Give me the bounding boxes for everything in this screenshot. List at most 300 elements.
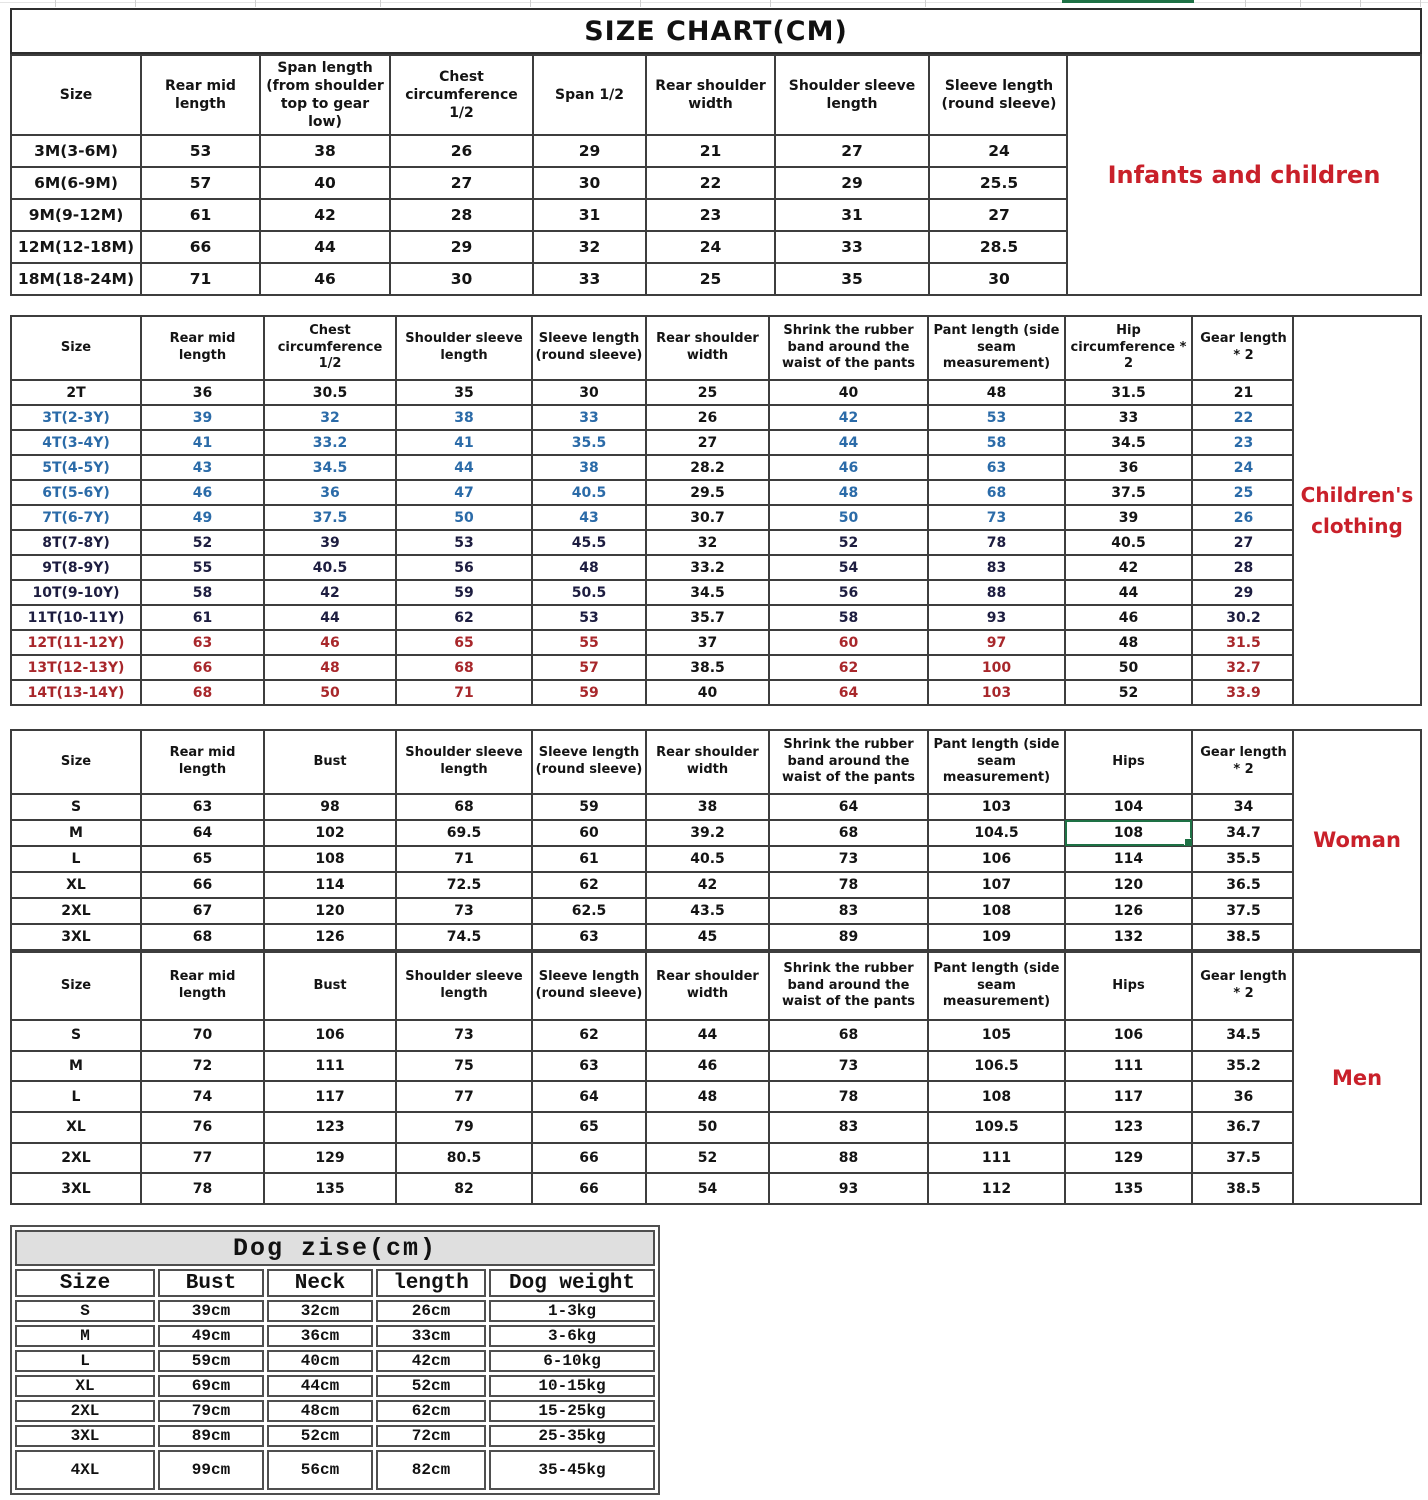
value-cell: 44 [769, 430, 928, 455]
column-header: Size [11, 730, 141, 794]
spreadsheet-gridline [55, 0, 56, 7]
column-header: length [376, 1269, 486, 1297]
value-cell: 24 [1192, 455, 1295, 480]
value-cell: 108 [928, 898, 1065, 924]
value-cell: 29 [533, 135, 646, 167]
column-header: Shrink the rubber band around the waist of the pants [769, 316, 928, 380]
infants-section-label: Infants and children [1066, 54, 1422, 296]
value-cell: 68 [141, 680, 264, 705]
value-cell: 33.2 [264, 430, 396, 455]
value-cell: 50 [264, 680, 396, 705]
value-cell: 71 [396, 680, 532, 705]
table-row [15, 1350, 655, 1372]
value-cell: 65 [532, 1112, 646, 1143]
value-cell: 80.5 [396, 1143, 532, 1174]
value-cell: 65 [396, 630, 532, 655]
value-cell: 53 [396, 530, 532, 555]
value-cell: 68 [396, 794, 532, 820]
value-cell: 48 [1065, 630, 1192, 655]
value-cell: 50.5 [532, 580, 646, 605]
spreadsheet-gridline [925, 0, 926, 7]
children-section-label: Children's clothing [1292, 315, 1422, 706]
value-cell: 68 [396, 655, 532, 680]
woman-header-row [11, 730, 1295, 794]
value-cell: 37.5 [1065, 480, 1192, 505]
column-header: Shoulder sleeve length [775, 55, 929, 135]
value-cell: 36 [1065, 455, 1192, 480]
value-cell: 72cm [376, 1425, 486, 1447]
value-cell: 132 [1065, 924, 1192, 950]
size-cell: 18M(18-24M) [11, 263, 141, 295]
men-header-row [11, 952, 1295, 1020]
value-cell: 71 [396, 846, 532, 872]
value-cell: 98 [264, 794, 396, 820]
value-cell: 114 [1065, 846, 1192, 872]
table-row [15, 1325, 655, 1347]
value-cell: 117 [1065, 1081, 1192, 1112]
value-cell: 72.5 [396, 872, 532, 898]
value-cell: 27 [1192, 530, 1295, 555]
value-cell: 52 [646, 1143, 769, 1174]
value-cell: 46 [264, 630, 396, 655]
value-cell: 27 [390, 167, 533, 199]
value-cell: 60 [532, 820, 646, 846]
value-cell: 22 [646, 167, 775, 199]
value-cell: 66 [141, 231, 260, 263]
value-cell: 36 [1192, 1081, 1295, 1112]
size-cell: 6M(6-9M) [11, 167, 141, 199]
value-cell: 109 [928, 924, 1065, 950]
value-cell: 28 [1192, 555, 1295, 580]
value-cell: 97 [928, 630, 1065, 655]
value-cell: 41 [141, 430, 264, 455]
size-cell: 9T(8-9Y) [11, 555, 141, 580]
size-cell: 2XL [11, 898, 141, 924]
value-cell: 61 [141, 605, 264, 630]
value-cell: 63 [141, 630, 264, 655]
value-cell: 32 [264, 405, 396, 430]
value-cell: 34.5 [1065, 430, 1192, 455]
value-cell: 30.7 [646, 505, 769, 530]
value-cell: 63 [532, 1051, 646, 1082]
column-header: Hips [1065, 952, 1192, 1020]
value-cell: 38.5 [1192, 1173, 1295, 1204]
value-cell: 37.5 [1192, 898, 1295, 924]
value-cell: 59 [532, 794, 646, 820]
value-cell: 68 [769, 820, 928, 846]
table-row [11, 380, 1295, 405]
size-cell: 12M(12-18M) [11, 231, 141, 263]
value-cell: 25 [1192, 480, 1295, 505]
value-cell: 24 [646, 231, 775, 263]
table-row [11, 605, 1295, 630]
table-row [11, 1143, 1295, 1174]
column-header: Size [11, 316, 141, 380]
value-cell: 57 [532, 655, 646, 680]
value-cell: 74.5 [396, 924, 532, 950]
column-header: Bust [264, 730, 396, 794]
value-cell: 28.5 [929, 231, 1069, 263]
value-cell: 66 [141, 655, 264, 680]
value-cell: 58 [928, 430, 1065, 455]
value-cell: 69cm [158, 1375, 264, 1397]
dog-title-row [15, 1230, 655, 1266]
value-cell: 42 [646, 872, 769, 898]
value-cell: 50 [646, 1112, 769, 1143]
column-header: Hip circumference * 2 [1065, 316, 1192, 380]
size-cell: S [11, 1020, 141, 1051]
value-cell: 23 [646, 199, 775, 231]
size-cell: 3XL [11, 924, 141, 950]
value-cell: 10-15kg [489, 1375, 655, 1397]
value-cell: 40.5 [1065, 530, 1192, 555]
value-cell: 42 [260, 199, 390, 231]
value-cell: 89 [769, 924, 928, 950]
table-row [11, 1081, 1295, 1112]
size-cell: XL [11, 1112, 141, 1143]
value-cell: 106 [1065, 1020, 1192, 1051]
size-cell: M [11, 820, 141, 846]
value-cell: 44 [396, 455, 532, 480]
value-cell: 53 [532, 605, 646, 630]
value-cell: 78 [928, 530, 1065, 555]
value-cell: 25.5 [929, 167, 1069, 199]
value-cell: 40 [769, 380, 928, 405]
value-cell: 104.5 [928, 820, 1065, 846]
value-cell: 29 [775, 167, 929, 199]
value-cell: 32 [533, 231, 646, 263]
value-cell: 36.7 [1192, 1112, 1295, 1143]
value-cell: 52 [141, 530, 264, 555]
value-cell: 44 [646, 1020, 769, 1051]
size-cell: L [11, 1081, 141, 1112]
size-cell: 11T(10-11Y) [11, 605, 141, 630]
dog-header-row [15, 1269, 655, 1297]
value-cell: 25 [646, 263, 775, 295]
value-cell: 24 [929, 135, 1069, 167]
column-header: Rear mid length [141, 952, 264, 1020]
men-size-table [10, 951, 1296, 1205]
value-cell: 59 [396, 580, 532, 605]
value-cell: 66 [532, 1173, 646, 1204]
value-cell: 42 [264, 580, 396, 605]
spreadsheet-gridline [255, 0, 256, 7]
value-cell: 42 [1065, 555, 1192, 580]
value-cell: 62cm [376, 1400, 486, 1422]
value-cell: 26 [1192, 505, 1295, 530]
size-cell: 2T [11, 380, 141, 405]
value-cell: 56cm [267, 1450, 373, 1490]
value-cell: 27 [646, 430, 769, 455]
value-cell: 33cm [376, 1325, 486, 1347]
value-cell: 21 [646, 135, 775, 167]
value-cell: 35.7 [646, 605, 769, 630]
size-cell: 4XL [15, 1450, 155, 1490]
table-row [11, 924, 1295, 950]
value-cell: 120 [1065, 872, 1192, 898]
value-cell: 49 [141, 505, 264, 530]
value-cell: 57 [141, 167, 260, 199]
value-cell: 40 [260, 167, 390, 199]
value-cell: 50 [1065, 655, 1192, 680]
value-cell: 46 [141, 480, 264, 505]
value-cell: 104 [1065, 794, 1192, 820]
men-section-label: Men [1292, 951, 1422, 1205]
value-cell: 100 [928, 655, 1065, 680]
value-cell: 38 [532, 455, 646, 480]
value-cell: 75 [396, 1051, 532, 1082]
value-cell: 30.5 [264, 380, 396, 405]
value-cell: 37.5 [1192, 1143, 1295, 1174]
value-cell: 63 [928, 455, 1065, 480]
spreadsheet-gridline [1360, 0, 1361, 7]
column-header: Sleeve length (round sleeve) [532, 316, 646, 380]
value-cell: 36.5 [1192, 872, 1295, 898]
value-cell: 58 [769, 605, 928, 630]
value-cell: 35 [775, 263, 929, 295]
value-cell: 79 [396, 1112, 532, 1143]
value-cell: 61 [141, 199, 260, 231]
value-cell: 23 [1192, 430, 1295, 455]
spreadsheet-gridline [1300, 0, 1301, 7]
value-cell: 6-10kg [489, 1350, 655, 1372]
column-header: Neck [267, 1269, 373, 1297]
value-cell: 62.5 [532, 898, 646, 924]
size-cell: XL [11, 872, 141, 898]
value-cell: 35 [396, 380, 532, 405]
table-row [11, 480, 1295, 505]
column-header: Shrink the rubber band around the waist of the pants [769, 952, 928, 1020]
value-cell: 135 [1065, 1173, 1192, 1204]
value-cell: 55 [141, 555, 264, 580]
value-cell: 93 [928, 605, 1065, 630]
value-cell: 27 [929, 199, 1069, 231]
value-cell: 42 [769, 405, 928, 430]
column-header: Size [15, 1269, 155, 1297]
value-cell: 65 [141, 846, 264, 872]
value-cell: 40.5 [646, 846, 769, 872]
size-cell: 6T(5-6Y) [11, 480, 141, 505]
dog-table-title: Dog zise(cm) [15, 1230, 655, 1266]
value-cell: 61 [532, 846, 646, 872]
value-cell: 34.7 [1192, 820, 1295, 846]
value-cell: 83 [769, 1112, 928, 1143]
value-cell: 52cm [376, 1375, 486, 1397]
value-cell: 21 [1192, 380, 1295, 405]
value-cell: 111 [928, 1143, 1065, 1174]
spreadsheet-gridline [1420, 0, 1421, 7]
size-cell: M [15, 1325, 155, 1347]
woman-section-label: Woman [1292, 729, 1422, 951]
table-row [11, 872, 1295, 898]
column-header: Rear shoulder width [646, 55, 775, 135]
value-cell: 68 [928, 480, 1065, 505]
value-cell: 103 [928, 680, 1065, 705]
table-row [15, 1375, 655, 1397]
value-cell: 35-45kg [489, 1450, 655, 1490]
size-cell: 12T(11-12Y) [11, 630, 141, 655]
table-row [11, 794, 1295, 820]
value-cell: 35.5 [1192, 846, 1295, 872]
spreadsheet-gridline [640, 0, 641, 7]
value-cell: 38 [646, 794, 769, 820]
column-header: Rear mid length [141, 730, 264, 794]
table-row [15, 1450, 655, 1490]
value-cell: 83 [769, 898, 928, 924]
value-cell: 48 [646, 1081, 769, 1112]
value-cell: 25-35kg [489, 1425, 655, 1447]
value-cell: 78 [769, 1081, 928, 1112]
value-cell: 34 [1192, 794, 1295, 820]
value-cell: 123 [1065, 1112, 1192, 1143]
value-cell: 52cm [267, 1425, 373, 1447]
value-cell: 35.2 [1192, 1051, 1295, 1082]
table-row [11, 231, 1069, 263]
value-cell: 63 [141, 794, 264, 820]
value-cell: 36 [141, 380, 264, 405]
value-cell: 44 [1065, 580, 1192, 605]
value-cell: 27 [775, 135, 929, 167]
value-cell: 48 [264, 655, 396, 680]
value-cell: 60 [769, 630, 928, 655]
value-cell: 22 [1192, 405, 1295, 430]
table-row [11, 405, 1295, 430]
value-cell: 31 [533, 199, 646, 231]
value-cell: 26 [390, 135, 533, 167]
table-row [11, 530, 1295, 555]
value-cell: 26cm [376, 1300, 486, 1322]
value-cell: 106 [264, 1020, 396, 1051]
value-cell: 40.5 [264, 555, 396, 580]
size-cell: S [15, 1300, 155, 1322]
size-cell: S [11, 794, 141, 820]
size-cell: 3XL [15, 1425, 155, 1447]
value-cell: 38 [396, 405, 532, 430]
value-cell: 31.5 [1192, 630, 1295, 655]
value-cell: 32cm [267, 1300, 373, 1322]
value-cell: 48 [928, 380, 1065, 405]
spreadsheet-gridline [380, 0, 381, 7]
value-cell: 30 [390, 263, 533, 295]
value-cell: 40.5 [532, 480, 646, 505]
size-cell: 3XL [11, 1173, 141, 1204]
column-header: Chest circumference 1/2 [390, 55, 533, 135]
table-row [11, 846, 1295, 872]
column-header: Dog weight [489, 1269, 655, 1297]
value-cell: 58 [141, 580, 264, 605]
table-row [11, 505, 1295, 530]
column-header: Rear shoulder width [646, 730, 769, 794]
value-cell: 55 [532, 630, 646, 655]
size-cell: M [11, 1051, 141, 1082]
value-cell: 39 [1065, 505, 1192, 530]
column-header: Span 1/2 [533, 55, 646, 135]
column-header: Rear shoulder width [646, 316, 769, 380]
table-row [11, 898, 1295, 924]
value-cell: 71 [141, 263, 260, 295]
table-row [11, 655, 1295, 680]
column-header: Bust [264, 952, 396, 1020]
value-cell: 62 [532, 872, 646, 898]
value-cell: 45.5 [532, 530, 646, 555]
value-cell: 25 [646, 380, 769, 405]
value-cell: 52 [1065, 680, 1192, 705]
value-cell: 66 [141, 872, 264, 898]
table-row [11, 680, 1295, 705]
page-title-text: SIZE CHART(CM) [584, 15, 848, 47]
value-cell: 48cm [267, 1400, 373, 1422]
column-header: Sleeve length (round sleeve) [532, 730, 646, 794]
value-cell: 72 [141, 1051, 264, 1082]
value-cell: 44 [260, 231, 390, 263]
table-row [11, 555, 1295, 580]
value-cell: 48 [532, 555, 646, 580]
column-header: Rear mid length [141, 316, 264, 380]
value-cell: 135 [264, 1173, 396, 1204]
value-cell: 43 [532, 505, 646, 530]
column-header: Span length (from shoulder top to gear low) [260, 55, 390, 135]
value-cell: 34.5 [1192, 1020, 1295, 1051]
value-cell: 33 [532, 405, 646, 430]
value-cell: 78 [141, 1173, 264, 1204]
value-cell: 38.5 [1192, 924, 1295, 950]
value-cell: 33 [775, 231, 929, 263]
infants-header-row [11, 55, 1069, 135]
value-cell: 32 [646, 530, 769, 555]
value-cell: 50 [769, 505, 928, 530]
value-cell: 30 [532, 380, 646, 405]
value-cell: 83 [928, 555, 1065, 580]
column-header: Sleeve length (round sleeve) [532, 952, 646, 1020]
size-cell: L [11, 846, 141, 872]
column-header: Sleeve length (round sleeve) [929, 55, 1069, 135]
size-cell: 8T(7-8Y) [11, 530, 141, 555]
table-row [15, 1400, 655, 1422]
value-cell: 43.5 [646, 898, 769, 924]
value-cell: 31 [775, 199, 929, 231]
value-cell: 26 [646, 405, 769, 430]
table-row [11, 1020, 1295, 1051]
value-cell: 38.5 [646, 655, 769, 680]
value-cell: 39 [141, 405, 264, 430]
value-cell: 49cm [158, 1325, 264, 1347]
value-cell: 78 [769, 872, 928, 898]
table-row [11, 1173, 1295, 1204]
spreadsheet-gridline [1245, 0, 1246, 7]
value-cell: 64 [141, 820, 264, 846]
value-cell: 76 [141, 1112, 264, 1143]
value-cell: 129 [264, 1143, 396, 1174]
dog-size-table [10, 1225, 660, 1495]
size-cell: L [15, 1350, 155, 1372]
value-cell: 28 [390, 199, 533, 231]
column-header: Gear length * 2 [1192, 952, 1295, 1020]
value-cell: 111 [264, 1051, 396, 1082]
value-cell: 53 [141, 135, 260, 167]
table-row [11, 199, 1069, 231]
value-cell: 30.2 [1192, 605, 1295, 630]
column-header: Size [11, 952, 141, 1020]
value-cell: 112 [928, 1173, 1065, 1204]
table-row [15, 1425, 655, 1447]
value-cell: 120 [264, 898, 396, 924]
children-size-table [10, 315, 1296, 706]
value-cell: 114 [264, 872, 396, 898]
value-cell: 39 [264, 530, 396, 555]
value-cell: 39cm [158, 1300, 264, 1322]
value-cell: 29 [1192, 580, 1295, 605]
column-header: Pant length (side seam measurement) [928, 730, 1065, 794]
